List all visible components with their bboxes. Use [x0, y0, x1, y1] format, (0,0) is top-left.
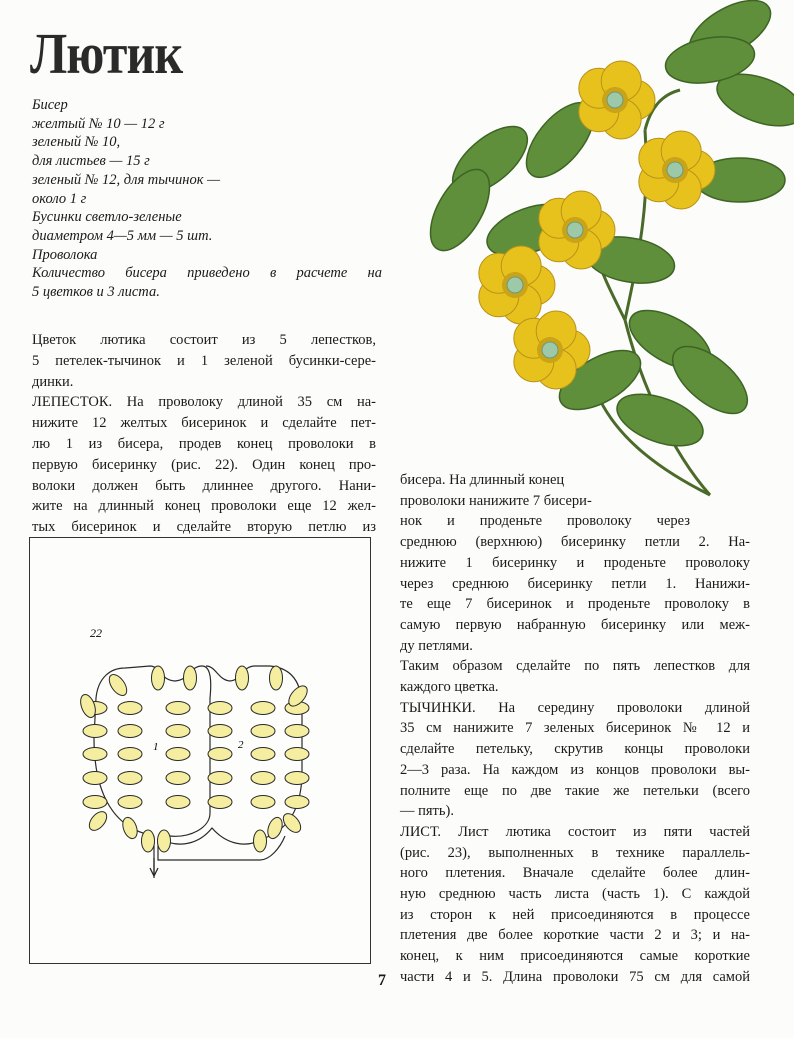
arrow-icon	[150, 858, 158, 876]
bead	[142, 830, 155, 852]
flower-illustration	[410, 0, 794, 505]
bead	[166, 725, 190, 738]
materials-list	[32, 96, 382, 302]
body-column-left	[32, 330, 376, 538]
bead	[166, 796, 190, 809]
materials-line: зеленый № 10,	[32, 134, 121, 151]
figure-22-box	[29, 537, 371, 964]
page-title: Лютик	[30, 21, 183, 86]
bead	[166, 748, 190, 761]
materials-line: Бусинки светло-зеленые	[32, 209, 182, 226]
bead	[83, 772, 107, 785]
body-column-right	[400, 470, 750, 988]
text-line: ную среднюю часть листа (часть 1). С каждой	[400, 886, 750, 903]
flower-center-bead	[667, 162, 683, 178]
bead	[184, 666, 197, 690]
text-line: сделайте петельку, скрутив концы проволоки	[400, 741, 750, 758]
page-number: 7	[378, 972, 386, 989]
bead	[166, 772, 190, 785]
bead	[251, 725, 275, 738]
text-line: — пять).	[400, 803, 454, 820]
bead-group	[78, 666, 311, 852]
flower-center-bead	[567, 222, 583, 238]
text-line: бисера. На длинный конец	[400, 472, 565, 488]
text-line: ду петлями.	[400, 637, 473, 654]
text-line: ЛИСТ. Лист лютика состоит из пяти частей	[400, 823, 750, 840]
bead	[208, 772, 232, 785]
text-line: 35 см нанижите 7 зеленых бисеринок № 12 и	[400, 720, 750, 737]
bead	[83, 725, 107, 738]
materials-line: диаметром 4—5 мм — 5 шт.	[32, 227, 213, 244]
bead	[152, 666, 165, 690]
text-line: плетения две более короткие части 2 и 3; и на-	[400, 927, 750, 944]
bead	[118, 796, 142, 809]
bead	[285, 725, 309, 738]
text-line: жите на длинный конец проволоки еще 12 жел-	[32, 498, 376, 515]
text-line: ного плетения. Вначале сделайте более длин-	[400, 865, 750, 882]
bead	[166, 702, 190, 715]
bead	[251, 796, 275, 809]
text-line: Цветок лютика состоит из 5 лепестков,	[32, 332, 376, 348]
bead	[254, 830, 267, 852]
flower-branch	[418, 0, 794, 495]
flower-center-bead	[507, 277, 523, 293]
bead	[285, 748, 309, 761]
text-line: волоки должен быть длиннее другого. Нани-	[32, 477, 376, 494]
figure-number: 22	[90, 626, 102, 640]
bead	[251, 702, 275, 715]
text-line: через среднюю бисеринку петли 1. Нанижи-	[400, 575, 750, 592]
materials-line: для листьев — 15 г	[32, 153, 150, 170]
bead	[83, 796, 107, 809]
text-line: Таким образом сделайте по пять лепестков для	[400, 658, 750, 675]
bead	[106, 671, 130, 698]
bead	[285, 772, 309, 785]
text-line: нок и проденьте проволоку через	[400, 513, 690, 530]
bead	[251, 748, 275, 761]
materials-line: около 1 г	[32, 190, 87, 207]
bead-diagram	[30, 538, 370, 963]
text-line: самую первую набранную бисеринку или меж-	[400, 616, 750, 633]
materials-line: зеленый № 12, для тычинок —	[32, 171, 221, 188]
text-line: конец, к ним присоединяются самые короткие	[400, 948, 750, 965]
bead	[118, 725, 142, 738]
text-line: 5 петелек-тычинок и 1 зеленой бусинки-серe-	[32, 352, 376, 369]
flower-center-bead	[542, 342, 558, 358]
text-line: (рис. 23), выполненных в технике параллель-	[400, 844, 750, 861]
text-line: части 4 и 5. Длина проволоки 75 см для самой	[400, 968, 750, 985]
text-line: каждого цветка.	[400, 679, 499, 696]
bead	[118, 748, 142, 761]
text-line: динки.	[32, 373, 74, 390]
text-line: нижите 12 желтых бисеринок и сделайте пет-	[32, 415, 376, 432]
text-line: первую бисеринку (рис. 22). Один конец про-	[32, 456, 376, 473]
materials-line: Проволока	[32, 246, 98, 263]
text-line: лю 1 из бисера, продев конец проволоки в	[32, 435, 376, 452]
bead	[236, 666, 249, 690]
loop-1-label: 1	[153, 741, 159, 753]
bead	[251, 772, 275, 785]
bead	[208, 702, 232, 715]
text-line: ЛЕПЕСТОК. На проволоку длиной 35 см на-	[32, 394, 376, 411]
text-line: тых бисеринок и сделайте вторую петлю из	[32, 519, 376, 536]
bead	[285, 796, 309, 809]
bead	[270, 666, 283, 690]
text-line: те еще 7 бисеринок и проденьте проволоку в	[400, 596, 750, 613]
bead	[280, 810, 304, 835]
text-line: ТЫЧИНКИ. На середину проволоки длиной	[400, 699, 750, 716]
flower-center-bead	[607, 92, 623, 108]
text-line: проволоки нанижите 7 бисери-	[400, 492, 592, 509]
text-line: нижите 1 бисеринку и проденьте проволоку	[400, 554, 750, 571]
bead	[118, 702, 142, 715]
materials-line: Количество бисера приведено в расчете на	[32, 265, 382, 282]
bead	[86, 808, 110, 833]
text-line: из сторон к ней присоединяются в процессе	[400, 906, 750, 923]
materials-line: Бисер	[32, 97, 68, 113]
text-line: полните еще по две такие же петельки (всего	[400, 782, 750, 799]
bead	[208, 725, 232, 738]
bead	[208, 796, 232, 809]
materials-line: 5 цветков и 3 листа.	[32, 284, 160, 301]
loop-2-label: 2	[238, 739, 244, 751]
bead	[120, 815, 140, 840]
bead	[158, 830, 171, 852]
bead	[83, 748, 107, 761]
text-line: среднюю (верхнюю) бисеринку петли 2. На-	[400, 534, 750, 551]
materials-line: желтый № 10 — 12 г	[32, 115, 165, 132]
bead	[208, 748, 232, 761]
text-line: 2—3 раза. На каждом из концов проволоки вы-	[400, 761, 750, 778]
bead	[118, 772, 142, 785]
buttercup-photo	[410, 0, 794, 505]
